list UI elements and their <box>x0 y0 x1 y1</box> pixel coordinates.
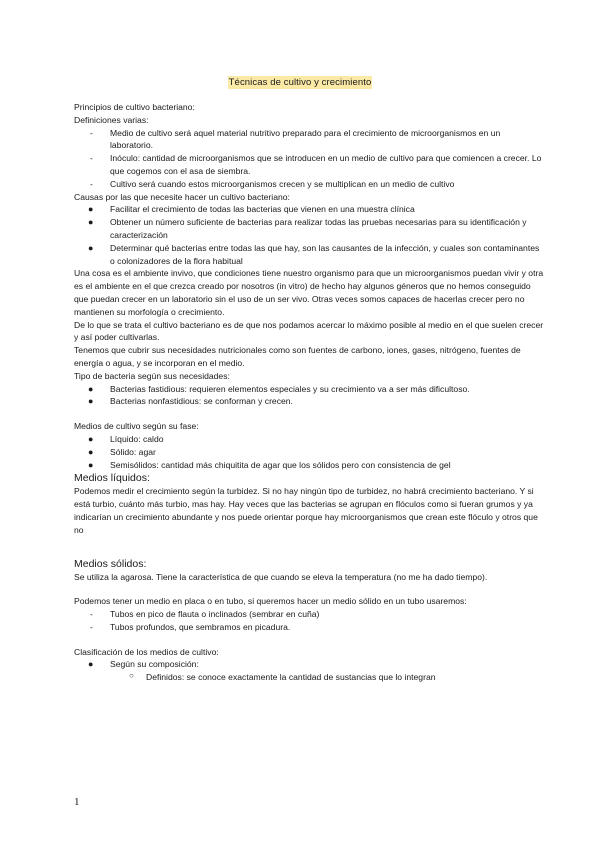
bullet-icon: ● <box>88 433 94 444</box>
tipos-list <box>74 383 544 409</box>
paragraph-necesidades: Tenemos que cubrir sus necesidades nutricionales como son fuentes de carbono, iones, gases, nitrógeno, fuentes de energía o agua, y se incorporan en el medio. <box>74 345 521 368</box>
bullet-icon: ● <box>88 383 94 394</box>
spacer <box>74 634 544 646</box>
bullet-icon: ● <box>88 217 94 228</box>
paragraph-liquidos: Podemos medir el crecimiento según la turbidez. Si no hay ningún tipo de turbidez, no habrá crecimiento bacteriano. Y si está turbio, cuánto más turbio, mas hay. Hay veces que las bacterias se agrupan en flóculos como si fueran grumos y ya indicarían un crecimiento abundante y nos puede orientar porque hay microorganismos que crean este flóculo y otros que no <box>74 486 538 535</box>
spacer <box>74 583 544 595</box>
dash-bullet-icon: - <box>90 621 93 632</box>
list-item: - Cultivo será cuando estos microorganismos crecen y se multiplican en un medio de cultivo <box>90 178 455 189</box>
tipo-heading: Tipo de bacteria según sus necesidades: <box>74 370 230 381</box>
causas-list <box>74 203 544 267</box>
list-item: ● Bacterias nonfastidious: se conforman y crecen. <box>88 396 293 407</box>
definiciones-list <box>74 127 544 191</box>
fases-list <box>74 433 544 471</box>
causas-heading: Causas por las que necesite hacer un cultivo bacteriano: <box>74 191 290 202</box>
clasificacion-heading: Clasificación de los medios de cultivo: <box>74 646 219 657</box>
dash-bullet-icon: - <box>90 153 93 164</box>
list-item: ○ Definidos: se conoce exactamente la cantidad de sustancias que lo integran <box>129 671 436 683</box>
list-item: ● Obtener un número suficiente de bacterias para realizar todas las pruebas necesarias para su identificación y caracterización <box>88 217 527 240</box>
dash-bullet-icon: - <box>90 127 93 138</box>
list-item: ● Bacterias fastidious: requieren elementos especiales y su crecimiento va a ser más dificultoso. <box>88 383 470 394</box>
page-number: 1 <box>74 796 80 808</box>
paragraph-invivo: Una cosa es el ambiente invivo, que condiciones tiene nuestro organismo para que un microorganismos puedan vivir y otra es el ambiente en el que crezca creado por nosotros (in vitro) de hecho hay algunos géneros que no hemos conseguido que puedan crecer en un laboratorio sin el uso de un ser vivo. Otras veces somos capaces de hacerlas crecer pero no mantienen su morfología o crecimiento. <box>74 268 544 317</box>
list-item: ● Según su composición: <box>88 659 199 670</box>
spacer <box>74 537 544 557</box>
bullet-icon: ● <box>88 446 94 457</box>
list-item: - Tubos en pico de flauta o inclinados (sembrar en cuña) <box>90 609 320 620</box>
list-item: - Medio de cultivo será aquel material nutritivo preparado para el crecimiento de microorganismos en un laboratorio. <box>90 127 501 151</box>
solidos-heading: Medios sólidos: <box>74 557 147 570</box>
bullet-icon: ● <box>88 204 94 215</box>
bullet-icon: ● <box>88 396 94 407</box>
bullet-icon: ● <box>88 659 94 670</box>
list-item: - Tubos profundos, que sembramos en picadura. <box>90 621 291 632</box>
paragraph-placa: Podemos tener un medio en placa o en tubo, si queremos hacer un medio sólido en un tubo usaremos: <box>74 596 467 607</box>
list-item: - Inóculo: cantidad de microorganismos que se introducen en un medio de cultivo para que comiencen a crecer. Lo que cogemos con el asa de siembra. <box>90 153 542 176</box>
paragraph-solidos: Se utiliza la agarosa. Tiene la característica de que cuando se eleva la temperatura (no me ha dado tiempo). <box>74 571 488 582</box>
list-item: ● Líquido: caldo <box>88 433 164 444</box>
tubos-list <box>74 608 544 634</box>
list-item: ● Semisólidos: cantidad más chiquitita de agar que los sólidos pero con consistencia de gel <box>88 459 451 470</box>
list-item: ● Determinar qué bacterias entre todas las que hay, son las causantes de la infección, y cuales son contaminantes o colonizadores de la flora habitual <box>88 242 540 266</box>
paragraph-maximo: De lo que se trata el cultivo bacteriano es de que nos podamos acercar lo máximo posible al medio en el que suelen crecer y así poder cultivarlas. <box>74 319 544 343</box>
document-body <box>74 101 544 684</box>
dash-bullet-icon: - <box>90 609 93 620</box>
hollow-bullet-icon: ○ <box>129 671 134 681</box>
liquidos-heading: Medios líquidos: <box>74 472 150 485</box>
title-row <box>0 72 600 90</box>
medios-fase-heading: Medios de cultivo según su fase: <box>74 421 199 432</box>
clasificacion-list <box>74 658 544 671</box>
list-item: ● Sólido: agar <box>88 446 156 457</box>
bullet-icon: ● <box>88 242 94 253</box>
principios-heading: Principios de cultivo bacteriano: <box>74 102 195 112</box>
bullet-icon: ● <box>88 459 94 470</box>
page-title: Técnicas de cultivo y crecimiento <box>228 77 372 88</box>
dash-bullet-icon: - <box>90 178 93 189</box>
list-item: ● Facilitar el crecimiento de todas las bacterias que vienen en una muestra clínica <box>88 204 415 215</box>
clasificacion-sublist <box>74 671 544 684</box>
definiciones-heading: Definiciones varias: <box>74 114 149 125</box>
spacer <box>74 408 544 420</box>
